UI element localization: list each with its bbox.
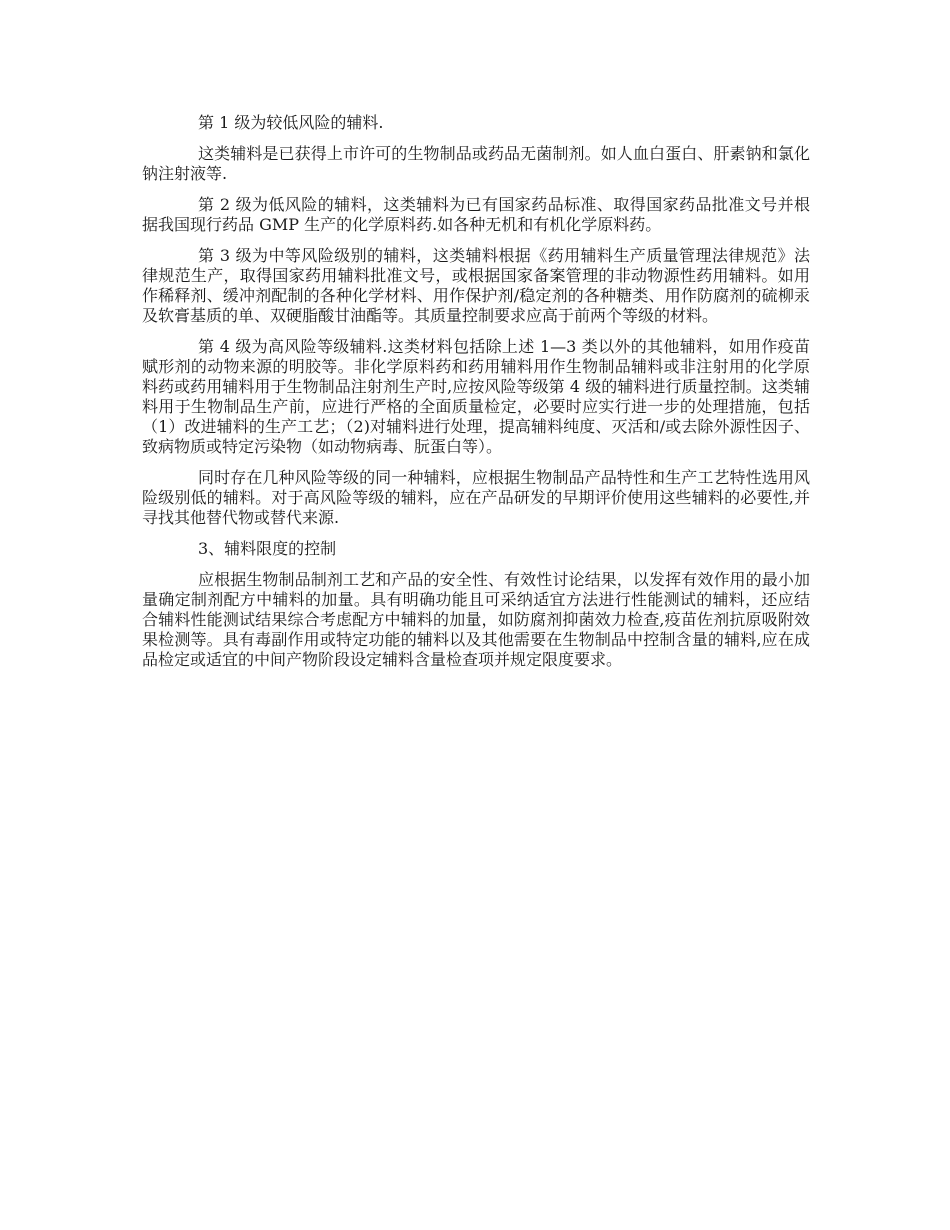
paragraph-level-1: 第 1 级为较低风险的辅料.	[198, 113, 384, 132]
paragraph-level-2: 第 2 级为低风险的辅料，这类辅料为已有国家药品标准、取得国家药品批准文号并根据我国现行药品 GMP 生产的化学原料药.如各种无机和有机化学原料药。	[142, 195, 810, 234]
section-heading-limit-control: 3、辅料限度的控制	[198, 539, 337, 558]
paragraph-level-4: 第 4 级为高风险等级辅料.这类材料包括除上述 1—3 类以外的其他辅料，如用作疫苗赋形剂的动物来源的明胶等。非化学原料药和药用辅料用作生物制品辅料或非注射用的化学原料药或药用辅料用于生物制品注射剂生产时,应按风险等级第 4 级的辅料进行质量控制。这类辅料用于生物制品生产前，应进行严格的全面质量检定，必要时应实行进一步的处理措施，包括（1）改进辅料的生产工艺；（2)对辅料进行处理，提高辅料纯度、灭活和/或去除外源性因子、致病物质或特定污染物（如动物病毒、朊蛋白等）。	[142, 337, 810, 456]
paragraph-multiple-risk-levels: 同时存在几种风险等级的同一种辅料，应根据生物制品产品特性和生产工艺特性选用风险级别低的辅料。对于高风险等级的辅料，应在产品研发的早期评价使用这些辅料的必要性,并寻找其他替代物或替代来源.	[142, 468, 810, 527]
paragraph-level-1-description: 这类辅料是已获得上市许可的生物制品或药品无菌制剂。如人血白蛋白、肝素钠和氯化钠注射液等.	[142, 144, 810, 183]
paragraph-limit-control: 应根据生物制品制剂工艺和产品的安全性、有效性讨论结果，以发挥有效作用的最小加量确定制剂配方中辅料的加量。具有明确功能且可采纳适宜方法进行性能测试的辅料，还应结合辅料性能测试结果综合考虑配方中辅料的加量，如防腐剂抑菌效力检查,疫苗佐剂抗原吸附效果检测等。具有毒副作用或特定功能的辅料以及其他需要在生物制品中控制含量的辅料,应在成品检定或适宜的中间产物阶段设定辅料含量检查项并规定限度要求。	[142, 570, 810, 669]
document-body	[142, 113, 810, 681]
paragraph-level-3: 第 3 级为中等风险级别的辅料，这类辅料根据《药用辅料生产质量管理法律规范》法律规范生产，取得国家药用辅料批准文号，或根据国家备案管理的非动物源性药用辅料。如用作稀释剂、缓冲剂配制的各种化学材料、用作保护剂/稳定剂的各种糖类、用作防腐剂的硫柳汞及软膏基质的单、双硬脂酸甘油酯等。其质量控制要求应高于前两个等级的材料。	[142, 246, 810, 325]
